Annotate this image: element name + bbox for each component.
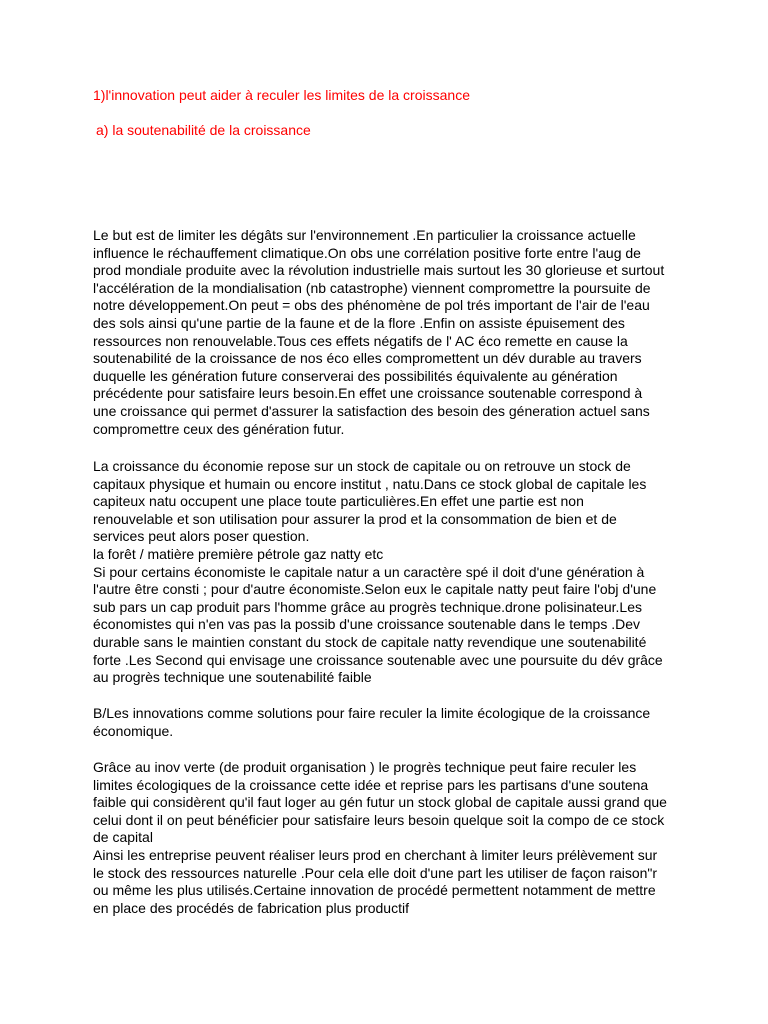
paragraph-natural-capital: [93, 458, 685, 687]
text-line: l'autre être consti ; pour d'autre économiste.Selon eux le capitale natty peut faire l'obj d'une: [93, 581, 657, 598]
subsection-heading: a) la soutenabilité de la croissance: [96, 122, 311, 138]
text-line: le stock des ressources naturelle .Pour cela elle doit d'une part les utiliser de façon raison"r: [93, 864, 658, 881]
text-line: l'accélération de la mondialisation (nb catastrophe) viennent compromettre la poursuite de: [93, 279, 651, 296]
text-line: renouvelable et son utilisation pour assurer la prod et la consommation de bien et de: [93, 510, 617, 527]
text-line: celui dont il on peut bénéficier pour satisfaire leurs besoin quelque soit la compo de ce stock: [93, 811, 665, 828]
text-line: influence le réchauffement climatique.On obs une corrélation positive forte entre l'aug de: [93, 244, 641, 261]
text-line: Le but est de limiter les dégâts sur l'environnement .En particulier la croissance actuelle: [93, 227, 636, 243]
text-line: de capital: [93, 829, 153, 846]
paragraph-innovation-heading: [93, 705, 685, 740]
text-line: notre développement.On peut = obs des phénomène de pol trés important de l'air de l'eau: [93, 297, 650, 314]
text-line: B/Les innovations comme solutions pour faire reculer la limite écologique de la croissance: [93, 705, 651, 721]
text-line: la forêt / matière première pétrole gaz natty etc: [93, 545, 384, 562]
text-line: durable sans le maintien constant du stock de capitale natty revendique une soutenabilité: [93, 633, 647, 650]
text-line: une croissance qui permet d'assurer la satisfaction des besoin des géneration actuel sans: [93, 402, 650, 419]
text-line: faible qui considèrent qu'il faut loger au gén futur un stock global de capitale aussi grand que: [93, 794, 667, 811]
text-line: Si pour certains économiste le capitale natur a un caractère spé il doit d'une génération à: [93, 563, 645, 580]
text-line: en place des procédés de fabrication plus productif: [93, 899, 409, 916]
text-line: Grâce au inov verte (de produit organisation ) le progrès technique peut faire reculer les: [93, 759, 637, 775]
text-line: La croissance du économie repose sur un stock de capitale ou on retrouve un stock de: [93, 458, 631, 474]
text-line: économistes qui n'en vas pas la possib d'une croissance soutenable dans le temps .Dev: [93, 616, 640, 633]
text-line: précédente pour satisfaire leurs besoin.En effet une croissance soutenable correspond à: [93, 385, 643, 402]
text-line: sub pars un cap produit pars l'homme grâce au progrès technique.drone polisinateur.Les: [93, 598, 643, 615]
text-line: au progrès technique une soutenabilité faible: [93, 669, 372, 686]
text-line: compromettre ceux des génération futur.: [93, 420, 345, 437]
paragraph-sustainability: [93, 227, 685, 438]
text-line: des sols ainsi qu'une partie de la faune et de la flore .Enfin on assiste épuisement des: [93, 314, 625, 331]
text-line: limites écologiques de la croissance cette idée et reprise pars les partisans d'une soutena: [93, 776, 649, 793]
paragraph-green-innovation: [93, 759, 685, 917]
text-line: forte .Les Second qui envisage une croissance soutenable avec une poursuite du dév grâce: [93, 651, 663, 668]
text-line: prod mondiale produite avec la révolution industrielle mais surtout les 30 glorieuse et surtout: [93, 262, 665, 279]
text-line: capiteux natu occupent une place toute particulières.En effet une partie est non: [93, 493, 584, 510]
text-line: duquelle les génération future conserverai des possibilités équivalente au génération: [93, 367, 618, 384]
text-line: capitaux physique et humain ou encore institut , natu.Dans ce stock global de capitale les: [93, 475, 647, 492]
text-line: ressources non renouvelable.Tous ces effets négatifs de l' AC éco remette en cause la: [93, 332, 628, 349]
section-heading: 1)l'innovation peut aider à reculer les limites de la croissance: [93, 87, 470, 103]
text-line: soutenabilité de la croissance de nos éco elles compromettent un dév durable au travers: [93, 350, 642, 367]
text-line: services peut alors poser question.: [93, 528, 310, 545]
text-line: ou même les plus utilisés.Certaine innovation de procédé permettent notamment de mettre: [93, 882, 656, 899]
text-line: Ainsi les entreprise peuvent réaliser leurs prod en cherchant à limiter leurs prélèvement sur: [93, 846, 658, 863]
text-line: économique.: [93, 722, 174, 739]
